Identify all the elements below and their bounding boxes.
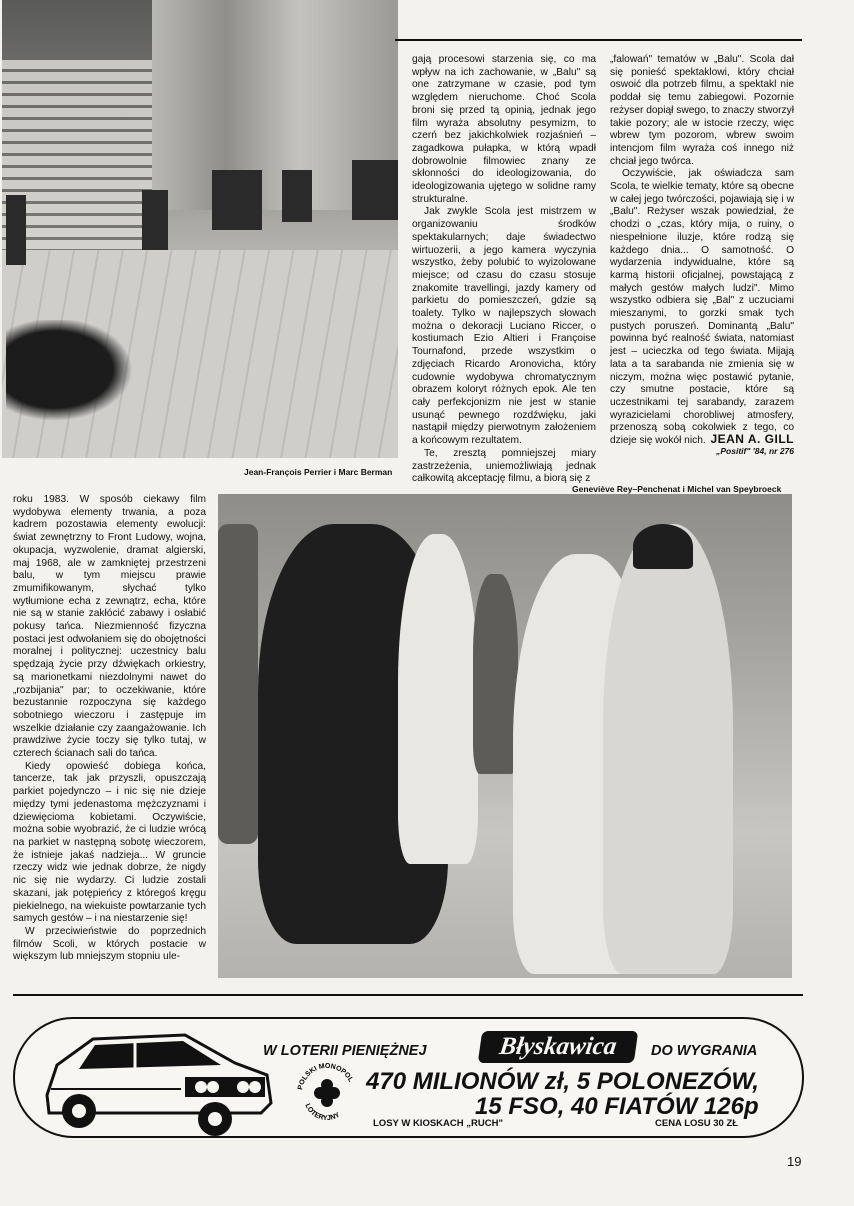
top-rule — [395, 39, 802, 41]
ad-separator-rule — [13, 994, 803, 996]
car-illustration — [35, 1025, 275, 1137]
article-column-right — [610, 54, 794, 448]
photo-dancers — [218, 494, 792, 978]
paragraph: Te, zresztą pomniejszej miary zastrzeżenia, uniemożliwiają jednak całkowitą akceptację filmu, a biorą się z — [412, 447, 596, 485]
photo-ballroom-stairs — [2, 0, 398, 458]
photo-chair — [6, 195, 26, 265]
ad-prizes-line2: 15 FSO, 40 FIATÓW 126p — [475, 1093, 759, 1120]
seal-text-top: POLSKI MONOPOL — [297, 1062, 355, 1091]
article-column-middle — [412, 54, 596, 486]
paragraph: W przeciwieństwie do poprzednich filmów Scoli, w których postacie w większym lub mniejszym stopniu ule- — [13, 925, 206, 963]
paragraph: roku 1983. W sposób ciekawy film wydobywa elementy trwania, a poza kadrem pozostawia elementy ewolucji: świat zewnętrzny to Front Ludowy, wojna, okupacja, wyzwolenie, dramat algierski, maj 1968, ale w zamkniętej przestrzeni balu, w tym miejscu prawie zmumifikowanym, słychać tylko wytłumione echa z zewnątrz, echa, które nie są w stanie zakłócić zabawy i osłabić pokusy tańca. Niezmienność fizyczna postaci jest odwołaniem się do obojętności moralnej i politycznej: uczestnicy balu spędzają życie przy dźwiękach orkiestry, są marionetkami niezdolnymi nawet do „rozbijania" par; to oczekiwanie, które bezustannie rozpoczyna się każdego sobotniego wieczoru i zastępuje im wszelkie działanie czy zaangażowanie. Ich prawdziwe życie toczy się tylko tutaj, w czterech ścianach sali do tańca. — [13, 494, 206, 760]
article-column-left — [13, 494, 206, 964]
ad-prizes-line1: 470 MILIONÓW zł, 5 POLONEZÓW, — [366, 1068, 759, 1095]
ad-headline-left: W LOTERII PIENIĘŻNEJ — [263, 1043, 427, 1059]
paragraph: gają procesowi starzenia się, co ma wpływ na ich zachowanie, w „Balu" są one zatrzymane w czasie, pod tym względem nieruchome. Choć Scola broni się przed tą opinią, jednak jego film wyraża absolutny pesymizm, to czerń bez jakichkolwiek rozjaśnień – zagadkowa pułapka, w którą wpadł dobrowolnie filmowiec znany ze skłonności do ideologizowania, do ideologizowania ujętego w solidne ramy strukturalne. — [412, 54, 596, 205]
photo-chair — [212, 170, 262, 230]
ad-brand-logo: Błyskawica — [478, 1031, 638, 1063]
ad-headline-right: DO WYGRANIA — [651, 1043, 758, 1059]
photo1-caption: Jean-François Perrier i Marc Berman — [244, 467, 393, 477]
photo-background-figure — [473, 574, 518, 774]
photo2-caption: Geneviève Rey–Penchenat i Michel van Speybroeck — [572, 484, 782, 494]
seal-text-bottom: LOTERYJNY — [303, 1102, 342, 1123]
photo-piano — [352, 160, 398, 220]
signature — [610, 432, 794, 456]
monopoly-seal-icon — [292, 1057, 362, 1127]
photo-dancer-light-suit — [603, 524, 733, 974]
paragraph: Jak zwykle Scola jest mistrzem w organizowaniu środków spektakularnych; daje świadectwo wirtuozerii, a jego kamera wyczynia wszystko, żeby polubić to wyizolowane miejsce; od czasu do czasu stosuje znakomite travellingi, jazdy kamery od parkietu do pomieszczeń, gdzie są toalety. Tylko w najlepszych słowach można o dekoracji Luciano Riccer, o kostiumach Ezio Altieri i Françoise Tournafond, przede wszystkim o zdjęciach Ricardo Aronovicha, który cudownie wydobywa chromatycznym obrazem koloryt różnych epok. Ale ten cały perfekcjonizm nie jest w stanie usunąć pewnego rozdźwięku, jaki nastąpił między pierwotnym założeniem a końcowym rezultatem. — [412, 206, 596, 447]
ad-price: CENA LOSU 30 ZŁ — [655, 1118, 739, 1129]
photo-chair — [282, 170, 312, 222]
source-reference: „Positif" '84, nr 276 — [716, 446, 794, 456]
photo-dancer-white-suit — [398, 534, 478, 864]
photo-background-figure — [218, 524, 258, 844]
ad-sales-info: LOSY W KIOSKACH „RUCH" — [373, 1118, 503, 1129]
author-name: JEAN A. GILL — [710, 432, 794, 446]
photo-chair — [142, 190, 168, 250]
photo-hat — [633, 524, 693, 569]
paragraph: Oczywiście, jak oświadcza sam Scola, te wielkie tematy, które są obecne w całej jego twórczości, pojawiają się i w „Balu". Reżyser wszak powiedział, że chodzi o „czas, który mija, o ruiny, o niespełnione iluzje, które rodzą się każdego dnia... O samotność. O wydarzenia indywidualne, które są karmą historii oficjalnej, powstającą z małych gestów małych ludzi". Mimo wszystko odbiera się „Bal" z uczuciami mieszanymi, to gorzki smak tych pustych poruszeń. Dominantą „Balu" powinna być realność świata, natomiast jest – ucieczka od tego świata. Mijają lata a ta sarabanda nie zmienia się w niczym, można więc postawić pytanie, czy smutne postacie, które są uczestnikami tej sarabandy, zarazem wyrazicielami chorobliwej atmosfery, przenoszą sobą cokolwiek z tego, co dzieje się wokół nich. — [610, 168, 794, 447]
lottery-advertisement — [13, 1017, 804, 1138]
photo-lying-figure — [6, 320, 146, 430]
page-number: 19 — [787, 1154, 802, 1169]
paragraph: „falowań" tematów w „Balu". Scola dał się ponieść spektaklowi, który chciał oswoić dla potrzeb filmu, a spektakl nie poddał się temu zabiegowi. Pozornie reżyser dopiął swego, to znaczy stworzył takie pozory; ale w istocie rzeczy, więc wbrew tym pozorom, wbrew swoim intencjom film wyraża coś innego niż chciał jego twórca. — [610, 54, 795, 167]
svg-text:LOTERYJNY — [303, 1103, 341, 1122]
paragraph: Kiedy opowieść dobiega końca, tancerze, tak jak przyszli, opuszczają parkiet pojedynczo – i nic się nie dzieje między tymi jedenastoma mężczyznami i dziewięcioma kobietami. Oczywiście, można sobie wyobrazić, że ci ludzie wrócą na parkiet w następną sobotę wieczorem, że istnieje jakaś nadzieja... W gruncie rzeczy widz wie jednak dobrze, że nigdy nic się nie wydarzy. Ci ludzie zostali skazani, jak potępieńcy z któregoś kręgu piekielnego, na wiekuiste powtarzanie tych samych gestów – i na niestarzenie się! — [13, 760, 206, 925]
